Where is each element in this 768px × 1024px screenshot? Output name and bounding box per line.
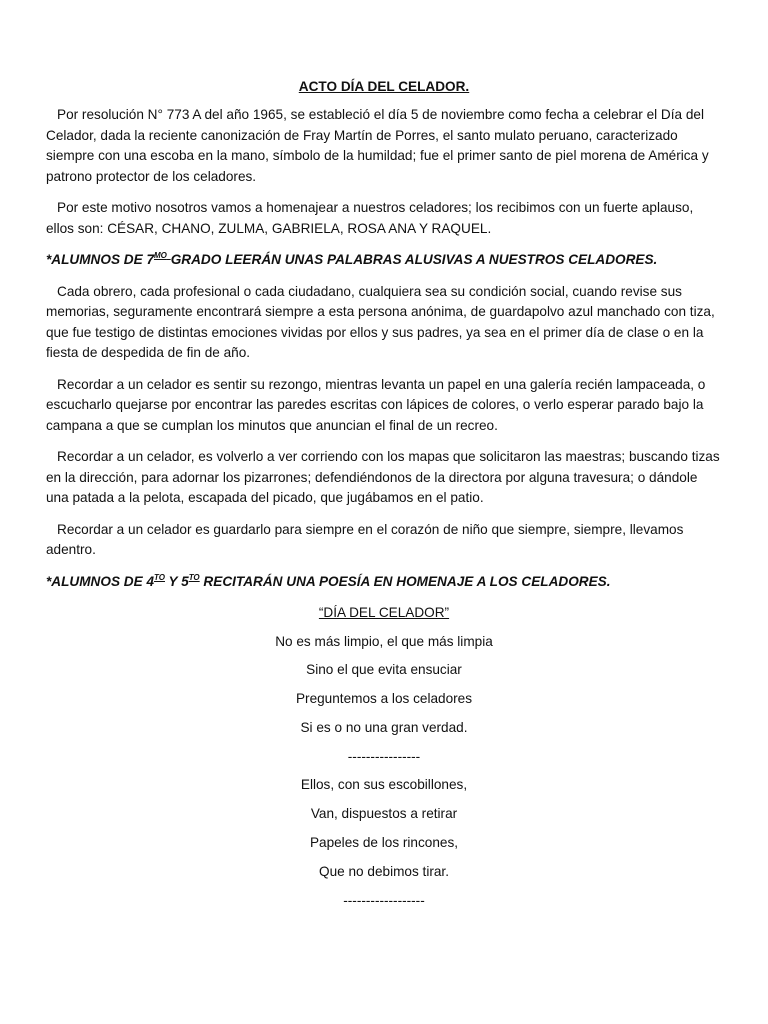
paragraph xyxy=(46,282,722,364)
poem-line: Papeles de los rincones, xyxy=(309,835,459,851)
poem-title: “DÍA DEL CELADOR” xyxy=(318,605,450,620)
poem xyxy=(46,603,722,911)
poem-line: Preguntemos a los celadores xyxy=(295,691,473,707)
paragraph-text: Recordar a un celador es guardarlo para siempre en el corazón de niño que siempre, siempre, llevamos adentro. xyxy=(46,521,684,557)
paragraph xyxy=(46,105,722,187)
paragraph-text: Por resolución N° 773 A del año 1965, se estableció el día 5 de noviembre como fecha a celebrar el Día del Celador, dada la reciente canonización de Fray Martín de Porres, el santo mulato peruano, caracterizado siempre con una escoba en la mano, símbolo de la humildad; fue el primer santo de piel morena de América y patrono protector de los celadores. xyxy=(46,107,709,184)
paragraph-text: Recordar a un celador, es volverlo a ver corriendo con los mapas que solicitaron las maestras; buscando tizas en la dirección, para adornar los pizarrones; defendiéndonos de la directora por alguna travesura; o dándole una patada a la pelota, escapada del picado, que jugábamos en el patio. xyxy=(46,449,720,505)
instruction-note xyxy=(46,250,722,271)
poem-line: Sino el que evita ensuciar xyxy=(306,662,462,678)
poem-separator: ------------------ xyxy=(343,892,425,908)
instruction-note xyxy=(46,572,722,593)
paragraph xyxy=(46,447,722,509)
paragraph-text: Cada obrero, cada profesional o cada ciudadano, cualquiera sea su condición social, cuando revise sus memorias, seguramente encontrará siempre a esta persona anónima, de guardapolvo azul manchado con tiza, que fue testigo de distintas emociones vividas por ellos y sus padres, ya sea en el primer día de clase o en la fiesta de despedida de fin de año. xyxy=(46,283,715,360)
note-superscript: TO xyxy=(188,572,200,582)
document-title: ACTO DÍA DEL CELADOR. xyxy=(298,79,470,94)
note-text: GRADO LEERÁN UNAS PALABRAS ALUSIVAS A NUESTROS CELADORES. xyxy=(170,252,658,267)
note-text: RECITARÁN UNA POESÍA EN HOMENAJE A LOS CELADORES. xyxy=(199,573,611,589)
paragraph-text: Por este motivo nosotros vamos a homenajear a nuestros celadores; los recibimos con un fuerte aplauso, ellos son: CÉSAR, CHANO, ZULMA, GABRIELA, ROSA ANA Y RAQUEL. xyxy=(46,200,694,236)
note-prefix: *ALUMNOS DE 4 xyxy=(46,573,155,589)
note-superscript: TO xyxy=(154,572,165,582)
poem-separator: ---------------- xyxy=(347,748,421,764)
poem-line: Si es o no una gran verdad. xyxy=(300,719,468,735)
paragraph-text: Recordar a un celador es sentir su rezongo, mientras levanta un papel en una galería recién lampaceada, o escucharlo quejarse por encontrar las paredes escritas con lápices de colores, o verlo esperar parado bajo la campana a que se cumplan los minutos que anuncian el final de un recreo. xyxy=(46,376,706,433)
note-prefix: *ALUMNOS DE 7 xyxy=(46,252,155,267)
note-superscript: MO xyxy=(154,251,167,260)
poem-line: Que no debimos tirar. xyxy=(319,863,449,879)
paragraph xyxy=(46,520,722,561)
paragraph xyxy=(46,198,722,239)
poem-line: No es más limpio, el que más limpia xyxy=(275,633,493,649)
note-mid: Y 5 xyxy=(164,573,189,589)
paragraph xyxy=(46,375,722,437)
poem-line: Van, dispuestos a retirar xyxy=(310,806,458,822)
poem-line: Ellos, con sus escobillones, xyxy=(300,777,468,793)
